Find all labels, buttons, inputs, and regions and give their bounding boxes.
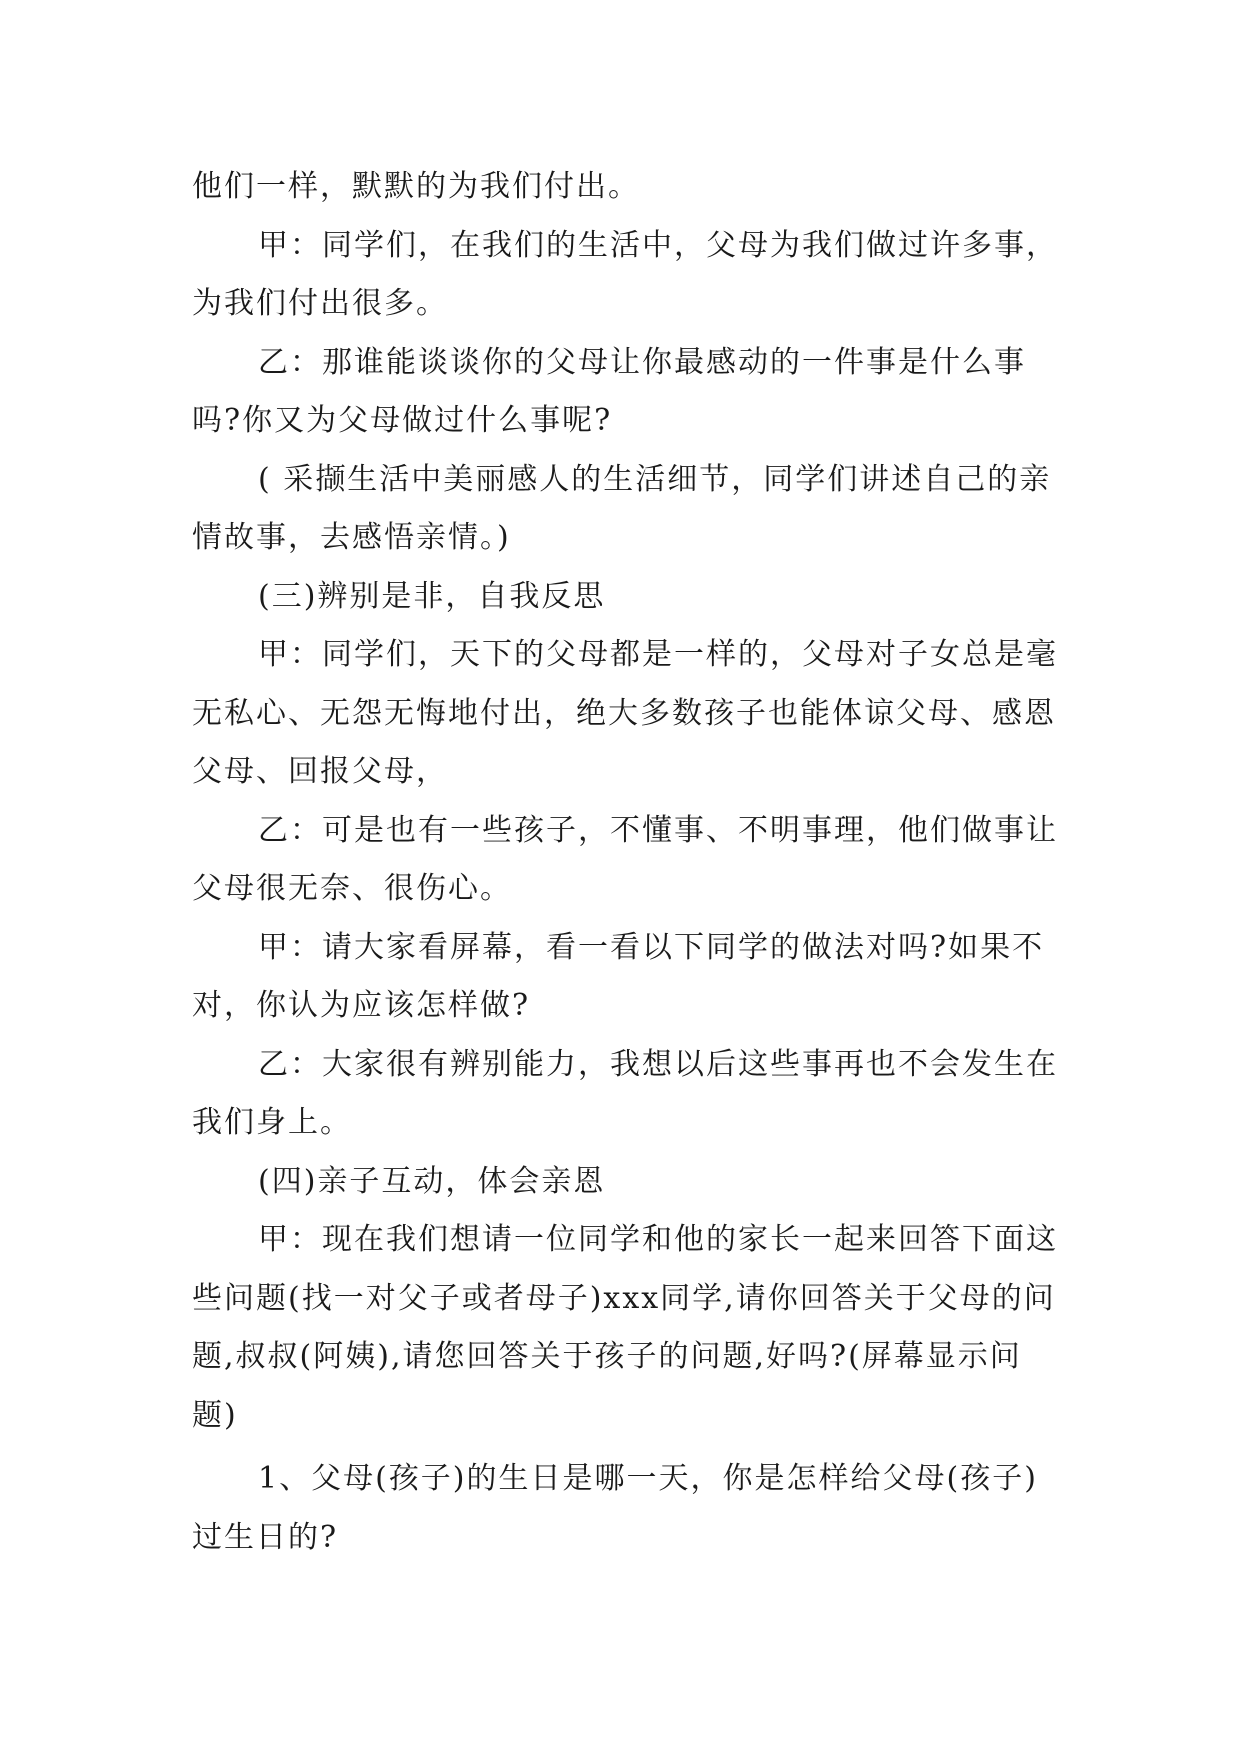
question-1: 1、父母(孩子)的生日是哪一天，你是怎样给父母(孩子)过生日的?: [192, 1461, 1038, 1555]
paragraph-stage-note-family-stories: ( 采撷生活中美丽感人的生活细节，同学们讲述自己的亲情故事，去感悟亲情。): [192, 461, 1052, 555]
paragraph-continuation: 他们一样，默默的为我们付出。: [192, 169, 640, 204]
section-heading-4: (四)亲子互动，体会亲恩: [258, 1163, 606, 1199]
paragraph-jia-look-at-screen: 甲：请大家看屏幕，看一看以下同学的做法对吗?如果不对，你认为应该怎样做?: [192, 929, 1045, 1023]
document-body: [192, 158, 1062, 1567]
paragraph-jia-parent-child-questions: 甲：现在我们想请一位同学和他的家长一起来回答下面这些问题(找一对父子或者母子)xxx同学,请你回答关于父母的问题,叔叔(阿姨),请您回答关于孩子的问题,好吗?(屏幕显示问题): [192, 1222, 1058, 1433]
paragraph-jia-parents-selfless: 甲：同学们，天下的父母都是一样的，父母对子女总是毫无私心、无怨无悔地付出，绝大多数孩子也能体谅父母、感恩父母、回报父母，: [192, 637, 1058, 789]
paragraph-yi-some-children: 乙：可是也有一些孩子，不懂事、不明事理，他们做事让父母很无奈、很伤心。: [192, 812, 1058, 906]
section-heading-3: (三)辨别是非，自我反思: [258, 578, 606, 614]
paragraph-yi-touching-story: 乙：那谁能谈谈你的父母让你最感动的一件事是什么事吗?你又为父母做过什么事呢?: [192, 344, 1026, 438]
paragraph-yi-discernment: 乙：大家很有辨别能力，我想以后这些事再也不会发生在我们身上。: [192, 1046, 1058, 1140]
paragraph-jia-parents-do-much: 甲：同学们，在我们的生活中，父母为我们做过许多事，为我们付出很多。: [192, 227, 1058, 321]
